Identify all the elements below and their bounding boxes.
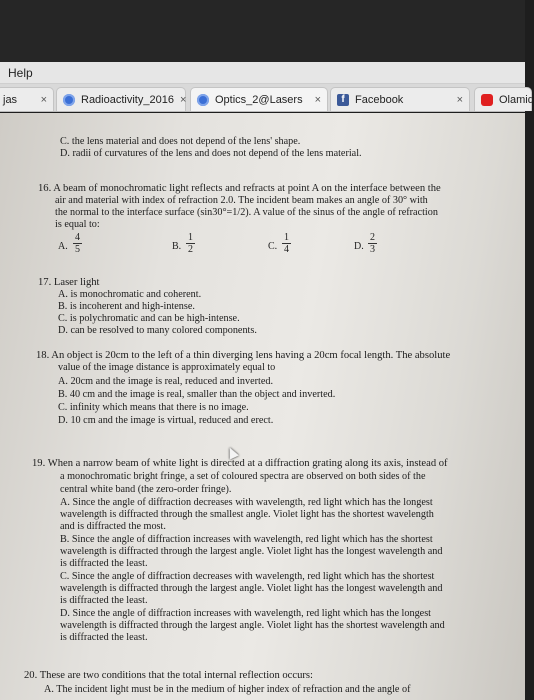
close-tab-icon[interactable]: × [456,93,463,106]
question-17: 17. Laser light [38,277,100,288]
option-text: D. radii of curvatures of the lens and does not depend of the lens material. [60,148,362,159]
option-text: wavelength is diffracted through the largest angle. Violet light has the longest wavelength and [60,583,443,594]
denominator: 4 [284,244,289,255]
question-text: the normal to the interface surface (sin30°=1/2). A value of the sinus of the angle of refraction [55,207,438,218]
denominator: 3 [370,244,375,255]
tab-label: Radioactivity_2016 [81,93,174,106]
document-page [0,113,525,700]
option-text: C. Since the angle of diffraction decreases with wavelength, red light which has the shortest [60,571,435,582]
document-icon [197,94,209,106]
close-tab-icon[interactable]: × [314,93,321,106]
option-letter: C. [268,241,278,252]
numerator: 4 [75,232,80,243]
question-text: is equal to: [55,219,100,230]
question-16: 16. A beam of monochromatic light reflects and refracts at point A on the interface between the [38,183,441,194]
option-text: B. is incoherent and high-intense. [58,301,195,312]
tab-label: Facebook [355,93,404,106]
option-text: D. 10 cm and the image is virtual, reduced and erect. [58,415,274,426]
option-text: B. 40 cm and the image is real, smaller than the object and inverted. [58,389,336,400]
facebook-icon: f [337,94,349,106]
question-20: 20. These are two conditions that the total internal reflection occurs: [24,670,313,681]
option-letter: A. [58,241,68,252]
option-text: is diffracted the least. [60,595,148,606]
option-letter: D. [354,241,364,252]
tab-label: Optics_2@Lasers [215,93,303,106]
question-text: value of the image distance is approximately equal to [58,362,276,373]
denominator: 5 [75,244,80,255]
tab-optics[interactable] [190,87,328,111]
option-text: A. Since the angle of diffraction decreases with wavelength, red light which has the longest [60,497,433,508]
numerator: 1 [284,232,289,243]
question-text: a monochromatic bright fringe, a set of coloured spectra are observed on both sides of the [60,471,426,482]
menu-bar [0,62,525,84]
option-text: D. can be resolved to many colored components. [58,325,257,336]
option-text: B. Since the angle of diffraction increases with wavelength, red light which has the shortest [60,534,433,545]
close-tab-icon[interactable]: × [179,93,187,106]
tab-olamid[interactable] [474,87,532,111]
tab-facebook[interactable] [330,87,470,111]
tab-radioactivity[interactable] [56,87,186,111]
screen-bezel [0,0,525,62]
document-icon [63,94,75,106]
option-text: and is diffracted the most. [60,521,166,532]
video-icon [481,94,493,106]
option-text: wavelength is diffracted through the largest angle. Violet light has the longest wavelength and [60,546,443,557]
question-19: 19. When a narrow beam of white light is directed at a diffraction grating along its axis, instead of [32,458,448,469]
fraction [186,233,195,254]
question-text: central white band (the zero-order fringe). [60,484,232,495]
numerator: 1 [188,232,193,243]
question-text: air and material with index of refraction 2.0. The incident beam makes an angle of 30° with [55,195,428,206]
option-text: C. infinity which means that there is no image. [58,402,249,413]
question-18: 18. An object is 20cm to the left of a thin diverging lens having a 20cm focal length. The absolute [36,350,451,361]
option-text: is diffracted the least. [60,632,148,643]
close-tab-icon[interactable]: × [40,93,47,106]
option-text: A. 20cm and the image is real, reduced and inverted. [58,376,273,387]
option-text: A. is monochromatic and coherent. [58,289,202,300]
fraction [368,233,377,254]
tab-jas[interactable] [0,87,54,111]
fraction [73,233,82,254]
option-letter: B. [172,241,182,252]
option-text: wavelength is diffracted through the largest angle. Violet light has the shortest wavelength and [60,620,445,631]
option-text: wavelength is diffracted through the smallest angle. Violet light has the shortest wavelength [60,509,434,520]
option-text: A. The incident light must be in the medium of higher index of refraction and the angle of [44,684,411,695]
option-text: is diffracted the least. [60,558,148,569]
tab-label: Olamid [499,93,534,106]
fraction [282,233,291,254]
option-text: D. Since the angle of diffraction increases with wavelength, red light which has the longest [60,608,431,619]
numerator: 2 [370,232,375,243]
tab-strip [0,84,534,112]
denominator: 2 [188,244,193,255]
help-menu[interactable]: Help [8,66,33,80]
option-text: C. is polychromatic and can be high-intense. [58,313,240,324]
option-text: C. the lens material and does not depend of the lens' shape. [60,136,301,147]
tab-label: jas [3,93,18,106]
